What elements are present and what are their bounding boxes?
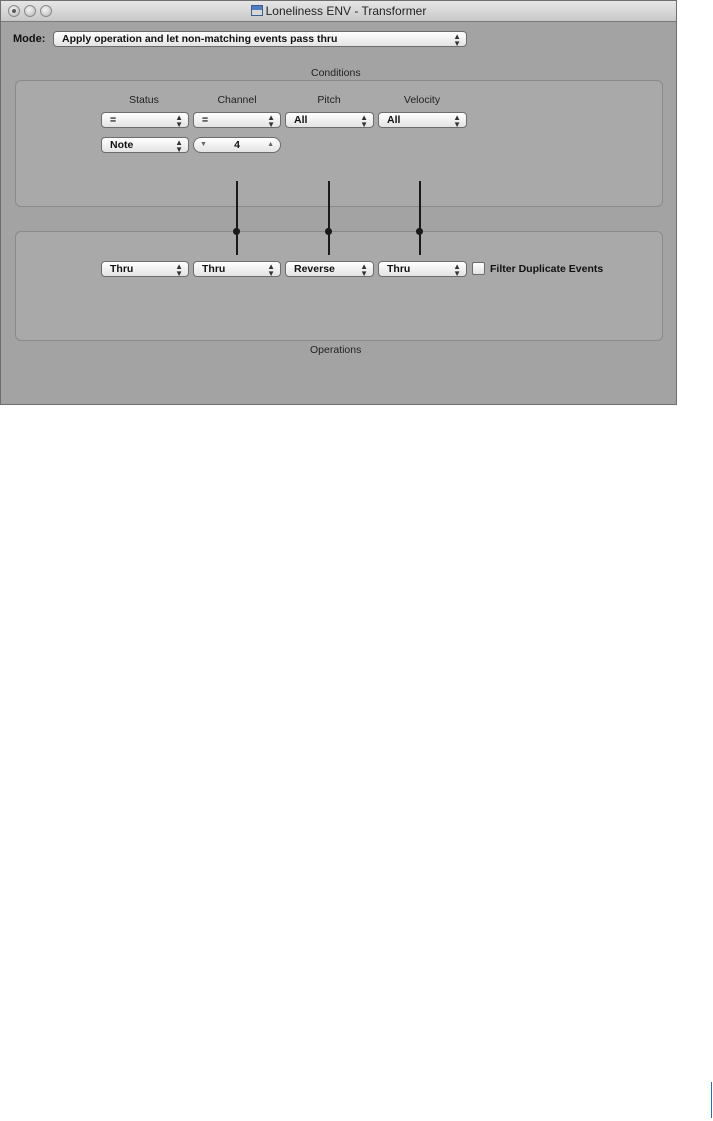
mode-label: Mode:	[13, 33, 46, 45]
mode-popup[interactable]	[53, 31, 467, 47]
operations-label: Operations	[310, 344, 362, 356]
pitch-connector-dot	[325, 228, 332, 235]
popup-arrows-icon: ▲ ▼	[360, 262, 368, 278]
filter-duplicate-checkbox[interactable]	[472, 262, 485, 275]
popup-arrows-icon: ▲ ▼	[175, 113, 183, 129]
pitch-operation-value: Reverse	[294, 263, 335, 275]
status-value: Note	[110, 139, 134, 151]
channel-value-stepper[interactable]	[193, 137, 281, 153]
column-header-pitch: Pitch	[317, 94, 341, 106]
popup-arrows-icon: ▲ ▼	[175, 262, 183, 278]
channel-connector-dot	[233, 228, 240, 235]
status-condition-value: =	[110, 114, 117, 126]
column-header-status: Status	[129, 94, 159, 106]
channel-operation-value: Thru	[202, 263, 226, 275]
page-edge-rule	[711, 1082, 712, 1118]
velocity-condition-popup[interactable]	[378, 112, 467, 128]
popup-arrows-icon: ▲ ▼	[453, 113, 461, 129]
pitch-condition-value: All	[294, 114, 308, 126]
channel-condition-value: =	[202, 114, 209, 126]
column-header-velocity: Velocity	[403, 94, 441, 106]
status-operation-value: Thru	[110, 263, 134, 275]
popup-arrows-icon: ▲ ▼	[453, 262, 461, 278]
window-title: Loneliness ENV - Transformer	[265, 4, 427, 18]
velocity-operation-popup[interactable]	[378, 261, 467, 277]
popup-arrows-icon: ▲ ▼	[453, 32, 461, 48]
popup-arrows-icon: ▲ ▼	[175, 138, 183, 154]
title-bar[interactable]	[1, 1, 676, 22]
pitch-operation-popup[interactable]	[285, 261, 374, 277]
transformer-window	[0, 0, 677, 405]
stepper-down-icon[interactable]: ▼	[200, 141, 207, 148]
pitch-condition-popup[interactable]	[285, 112, 374, 128]
status-operation-popup[interactable]	[101, 261, 189, 277]
popup-arrows-icon: ▲ ▼	[267, 262, 275, 278]
conditions-label: Conditions	[311, 67, 361, 79]
velocity-operation-value: Thru	[387, 263, 411, 275]
velocity-connector-dot	[416, 228, 423, 235]
channel-value: 4	[234, 139, 240, 151]
column-header-channel: Channel	[217, 94, 257, 106]
status-condition-popup[interactable]	[101, 112, 189, 128]
filter-duplicate-label[interactable]: Filter Duplicate Events	[490, 263, 604, 275]
velocity-condition-value: All	[387, 114, 401, 126]
window-title-wrap	[1, 4, 676, 18]
channel-condition-popup[interactable]	[193, 112, 281, 128]
channel-operation-popup[interactable]	[193, 261, 281, 277]
mode-popup-value: Apply operation and let non-matching events pass thru	[62, 33, 338, 45]
stepper-up-icon[interactable]: ▲	[267, 141, 274, 148]
popup-arrows-icon: ▲ ▼	[267, 113, 275, 129]
operations-group	[15, 231, 663, 341]
status-value-popup[interactable]	[101, 137, 189, 153]
popup-arrows-icon: ▲ ▼	[360, 113, 368, 129]
document-icon	[251, 5, 263, 16]
